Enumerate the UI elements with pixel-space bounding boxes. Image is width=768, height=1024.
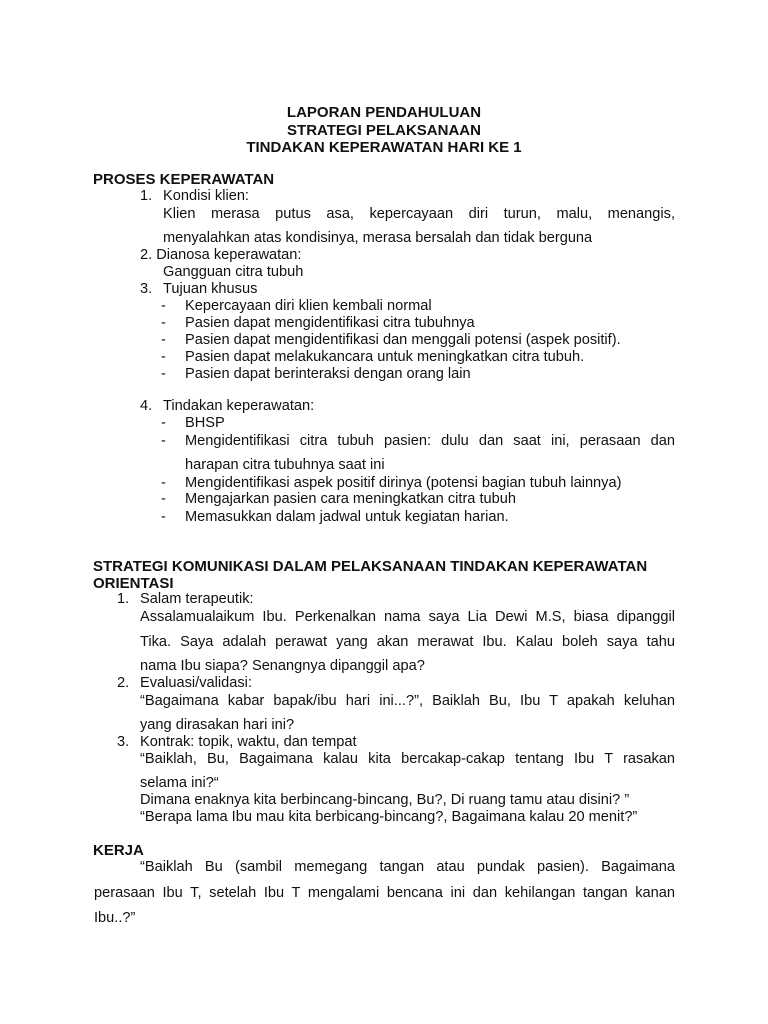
bullet-dash: - [161, 491, 166, 507]
bullet-dash: - [161, 366, 166, 382]
kontrak-text-line-3: Dimana enaknya kita berbincang-bincang, Bu?, Di ruang tamu atau disini? ” [140, 792, 630, 808]
list-number: 2. [117, 675, 130, 691]
section-heading-proses: PROSES KEPERAWATAN [93, 171, 275, 188]
kontrak-text-line-4: “Berapa lama Ibu mau kita berbicang-bincang?, Bagaimana kalau 20 menit?” [140, 809, 638, 825]
bullet-dash: - [161, 415, 166, 431]
evaluasi-label: Evaluasi/validasi: [140, 675, 252, 691]
evaluasi-text-line-2: yang dirasakan hari ini? [140, 717, 295, 733]
title-line-2: STRATEGI PELAKSANAAN [287, 121, 481, 139]
list-number: 1. [117, 591, 130, 607]
list-number: 4. [140, 398, 153, 414]
bullet-dash: - [161, 298, 166, 314]
salam-label: Salam terapeutik: [140, 591, 254, 607]
list-item: Pasien dapat melakukancara untuk meningkatkan citra tubuh. [185, 349, 585, 365]
bullet-dash: - [161, 349, 166, 365]
list-item: Mengajarkan pasien cara meningkatkan citra tubuh [185, 491, 516, 507]
bullet-dash: - [161, 509, 166, 525]
title-line-3: TINDAKAN KEPERAWATAN HARI KE 1 [246, 139, 522, 156]
kondisi-text-line-2: menyalahkan atas kondisinya, merasa bersalah dan tidak berguna [163, 230, 593, 246]
kontrak-text-line-1: “Baiklah, Bu, Bagaimana kalau kita bercakap-cakap tentang Ibu T rasakan [140, 751, 675, 767]
kontrak-label: Kontrak: topik, waktu, dan tempat [140, 734, 357, 750]
list-item: Pasien dapat mengidentifikasi citra tubuhnya [185, 315, 475, 331]
kontrak-text-line-2: selama ini?“ [140, 775, 219, 791]
kerja-text-line-2: perasaan Ibu T, setelah Ibu T mengalami bencana ini dan kehilangan tangan kanan [94, 885, 675, 901]
kerja-text-line-1: “Baiklah Bu (sambil memegang tangan atau pundak pasien). Bagaimana [140, 859, 675, 875]
list-item: Mengidentifikasi citra tubuh pasien: dulu dan saat ini, perasaan dan [185, 433, 675, 449]
diagnosa-text: Gangguan citra tubuh [163, 264, 304, 280]
bullet-dash: - [161, 315, 166, 331]
list-item-continuation: harapan citra tubuhnya saat ini [185, 457, 385, 473]
salam-text-line-2: Tika. Saya adalah perawat yang akan merawat Ibu. Kalau boleh saya tahu [140, 634, 675, 650]
tindakan-label: Tindakan keperawatan: [163, 398, 315, 414]
list-item: Kepercayaan diri klien kembali normal [185, 298, 432, 314]
list-number: 3. [117, 734, 130, 750]
list-item: Memasukkan dalam jadwal untuk kegiatan harian. [185, 509, 509, 525]
section-heading-kerja: KERJA [93, 842, 144, 859]
list-number: 3. [140, 281, 153, 297]
salam-text-line-3: nama Ibu siapa? Senangnya dipanggil apa? [140, 658, 425, 674]
list-number: 1. [140, 188, 153, 204]
bullet-dash: - [161, 332, 166, 348]
bullet-dash: - [161, 475, 166, 491]
diagnosa-label: 2. Dianosa keperawatan: [140, 247, 302, 263]
list-item: Pasien dapat berinteraksi dengan orang lain [185, 366, 471, 382]
section-heading-strategi: STRATEGI KOMUNIKASI DALAM PELAKSANAAN TINDAKAN KEPERAWATAN [93, 558, 648, 575]
section-heading-orientasi: ORIENTASI [93, 575, 174, 592]
evaluasi-text-line-1: “Bagaimana kabar bapak/ibu hari ini...?”, Baiklah Bu, Ibu T apakah keluhan [140, 693, 675, 709]
bullet-dash: - [161, 433, 166, 449]
salam-text-line-1: Assalamualaikum Ibu. Perkenalkan nama saya Lia Dewi M.S, biasa dipanggil [140, 609, 675, 625]
document-title [0, 104, 768, 157]
list-item: Pasien dapat mengidentifikasi dan menggali potensi (aspek positif). [185, 332, 621, 348]
tujuan-label: Tujuan khusus [163, 281, 258, 297]
title-line-1: LAPORAN PENDAHULUAN [286, 104, 482, 121]
list-item: Mengidentifikasi aspek positif dirinya (potensi bagian tubuh lainnya) [185, 475, 622, 491]
list-item: BHSP [185, 415, 225, 431]
kerja-text-line-3: Ibu..?” [94, 910, 136, 926]
kondisi-label: Kondisi klien: [163, 188, 249, 204]
kondisi-text-line-1: Klien merasa putus asa, kepercayaan diri turun, malu, menangis, [163, 206, 675, 222]
